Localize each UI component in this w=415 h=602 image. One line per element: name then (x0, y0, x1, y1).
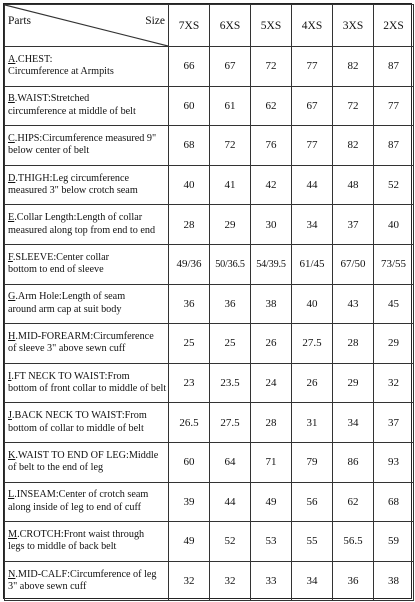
measurement-description (5, 324, 169, 364)
table-row (5, 482, 414, 522)
measurement-description (5, 165, 169, 205)
table-row (5, 363, 414, 403)
measurement-value: 36 (210, 284, 251, 324)
measurement-description (5, 482, 169, 522)
measurement-value: 61 (210, 86, 251, 126)
measurement-title: .MID-FOREARM:Circumference (15, 330, 154, 342)
measurement-value: 82 (333, 47, 374, 87)
measurement-value: 52 (210, 522, 251, 562)
measurement-value: 33 (251, 561, 292, 601)
measurement-value: 40 (292, 284, 333, 324)
measurement-description (5, 363, 169, 403)
measurement-value: 71 (251, 442, 292, 482)
measurement-value: 29 (374, 324, 414, 364)
measurement-value: 37 (333, 205, 374, 245)
measurement-value: 67 (210, 47, 251, 87)
measurement-value: 25 (169, 324, 210, 364)
measurement-value: 68 (169, 126, 210, 166)
corner-header-cell (5, 5, 169, 47)
measurement-value: 25 (210, 324, 251, 364)
measurement-title: .BACK NECK TO WAIST:From (11, 410, 147, 422)
measurement-value: 37 (374, 403, 414, 443)
measurement-value: 64 (210, 442, 251, 482)
measurement-value: 49 (169, 522, 210, 562)
measurement-detail: below center of belt (8, 145, 90, 157)
measurement-value: 30 (251, 205, 292, 245)
measurement-value: 50/36.5 (210, 244, 251, 284)
header-row (5, 5, 414, 47)
measurement-value: 48 (333, 165, 374, 205)
measurement-value: 34 (333, 403, 374, 443)
measurement-detail: legs to middle of back belt (8, 541, 117, 553)
measurement-value: 44 (292, 165, 333, 205)
measurement-detail: bottom of front collar to middle of belt (8, 383, 167, 395)
measurement-value: 86 (333, 442, 374, 482)
measurement-value: 31 (292, 403, 333, 443)
measurement-value: 23.5 (210, 363, 251, 403)
measurement-value: 34 (292, 561, 333, 601)
measurement-value: 62 (333, 482, 374, 522)
measurement-description (5, 442, 169, 482)
size-chart (3, 3, 412, 599)
measurement-detail: Circumference at Armpits (8, 66, 114, 78)
measurement-value: 36 (169, 284, 210, 324)
size-table (4, 4, 414, 601)
table-row (5, 86, 414, 126)
measurement-detail: around arm cap at suit body (8, 303, 122, 315)
measurement-value: 67/50 (333, 244, 374, 284)
table-row (5, 324, 414, 364)
size-header-4xs: 4XS (292, 5, 333, 47)
measurement-value: 27.5 (210, 403, 251, 443)
table-row (5, 284, 414, 324)
measurement-code: D (8, 172, 16, 184)
measurement-description (5, 561, 169, 601)
measurement-detail: bottom to end of sleeve (8, 264, 104, 276)
measurement-value: 44 (210, 482, 251, 522)
measurement-value: 43 (333, 284, 374, 324)
measurement-value: 60 (169, 442, 210, 482)
measurement-value: 77 (292, 47, 333, 87)
measurement-description (5, 86, 169, 126)
size-header-3xs: 3XS (333, 5, 374, 47)
size-header-2xs: 2XS (374, 5, 414, 47)
measurement-detail: of belt to the end of leg (8, 462, 104, 474)
measurement-value: 79 (292, 442, 333, 482)
measurement-value: 67 (292, 86, 333, 126)
measurement-title: .CROTCH:Front waist through (17, 528, 145, 540)
table-row (5, 205, 414, 245)
measurement-value: 56 (292, 482, 333, 522)
measurement-value: 73/55 (374, 244, 414, 284)
measurement-value: 32 (169, 561, 210, 601)
measurement-description (5, 284, 169, 324)
measurement-value: 38 (374, 561, 414, 601)
measurement-value: 38 (251, 284, 292, 324)
measurement-value: 62 (251, 86, 292, 126)
measurement-title: .SLEEVE:Center collar (12, 251, 110, 263)
measurement-description (5, 126, 169, 166)
table-row (5, 522, 414, 562)
measurement-title: .CHEST: (15, 53, 53, 65)
measurement-code: H (8, 330, 16, 342)
table-row (5, 561, 414, 601)
measurement-code: E (8, 212, 15, 224)
measurement-value: 34 (292, 205, 333, 245)
measurement-value: 29 (333, 363, 374, 403)
measurement-detail: of sleeve 3" above sewn cuff (8, 343, 126, 355)
table-row (5, 47, 414, 87)
size-header-7xs: 7XS (169, 5, 210, 47)
measurement-value: 49/36 (169, 244, 210, 284)
measurement-value: 93 (374, 442, 414, 482)
measurement-value: 29 (210, 205, 251, 245)
measurement-code: J (8, 410, 12, 422)
measurement-value: 42 (251, 165, 292, 205)
measurement-value: 32 (210, 561, 251, 601)
measurement-value: 72 (251, 47, 292, 87)
measurement-detail: measured along top from end to end (8, 224, 156, 236)
measurement-value: 53 (251, 522, 292, 562)
measurement-title: .THIGH:Leg circumference (15, 172, 130, 184)
measurement-value: 40 (169, 165, 210, 205)
measurement-title: .HIPS:Circumference measured 9" (14, 132, 157, 144)
measurement-value: 24 (251, 363, 292, 403)
measurement-code: F (8, 251, 13, 263)
measurement-value: 77 (292, 126, 333, 166)
measurement-value: 72 (333, 86, 374, 126)
size-header-5xs: 5XS (251, 5, 292, 47)
measurement-value: 23 (169, 363, 210, 403)
measurement-code: I (8, 370, 12, 382)
measurement-code: B (8, 93, 15, 105)
measurement-detail: bottom of collar to middle of belt (8, 422, 144, 434)
measurement-description (5, 47, 169, 87)
measurement-description (5, 205, 169, 245)
measurement-title: .Collar Length:Length of collar (14, 212, 143, 224)
measurement-value: 49 (251, 482, 292, 522)
table-row (5, 126, 414, 166)
measurement-value: 87 (374, 47, 414, 87)
measurement-value: 72 (210, 126, 251, 166)
measurement-description (5, 244, 169, 284)
measurement-detail: measured 3" below crotch seam (8, 185, 138, 197)
measurement-value: 60 (169, 86, 210, 126)
measurement-value: 68 (374, 482, 414, 522)
measurement-detail: circumference at middle of belt (8, 105, 136, 117)
measurement-code: K (8, 449, 16, 461)
measurement-value: 26 (292, 363, 333, 403)
size-header-6xs: 6XS (210, 5, 251, 47)
measurement-value: 77 (374, 86, 414, 126)
measurement-code: M (8, 528, 18, 540)
measurement-value: 28 (169, 205, 210, 245)
measurement-title: .MID-CALF:Circumference of leg (15, 568, 157, 580)
measurement-title: .INSEAM:Center of crotch seam (14, 489, 149, 501)
measurement-value: 27.5 (292, 324, 333, 364)
table-row (5, 165, 414, 205)
measurement-value: 26 (251, 324, 292, 364)
measurement-value: 41 (210, 165, 251, 205)
measurement-code: C (8, 132, 15, 144)
measurement-value: 28 (251, 403, 292, 443)
measurement-code: L (8, 489, 15, 501)
measurement-code: A (8, 53, 16, 65)
table-body (5, 47, 414, 601)
measurement-value: 54/39.5 (251, 244, 292, 284)
measurement-title: .WAIST:Stretched (14, 93, 90, 105)
size-label: Size (145, 15, 165, 27)
table-row (5, 244, 414, 284)
measurement-value: 45 (374, 284, 414, 324)
measurement-detail: 3" above sewn cuff (8, 581, 87, 593)
measurement-value: 56.5 (333, 522, 374, 562)
measurement-value: 59 (374, 522, 414, 562)
measurement-value: 82 (333, 126, 374, 166)
measurement-value: 40 (374, 205, 414, 245)
measurement-value: 55 (292, 522, 333, 562)
measurement-title: .FT NECK TO WAIST:From (11, 370, 130, 382)
measurement-value: 52 (374, 165, 414, 205)
measurement-value: 32 (374, 363, 414, 403)
measurement-description (5, 403, 169, 443)
measurement-value: 87 (374, 126, 414, 166)
measurement-code: G (8, 291, 16, 303)
measurement-code: N (8, 568, 16, 580)
measurement-value: 28 (333, 324, 374, 364)
measurement-value: 39 (169, 482, 210, 522)
measurement-value: 61/45 (292, 244, 333, 284)
measurement-value: 76 (251, 126, 292, 166)
measurement-detail: along inside of leg to end of cuff (8, 501, 142, 513)
measurement-title: .Arm Hole:Length of seam (15, 291, 126, 303)
parts-label: Parts (8, 15, 31, 27)
measurement-value: 36 (333, 561, 374, 601)
table-row (5, 403, 414, 443)
measurement-value: 66 (169, 47, 210, 87)
measurement-title: .WAIST TO END OF LEG:Middle (15, 449, 159, 461)
measurement-value: 26.5 (169, 403, 210, 443)
table-row (5, 442, 414, 482)
measurement-description (5, 522, 169, 562)
